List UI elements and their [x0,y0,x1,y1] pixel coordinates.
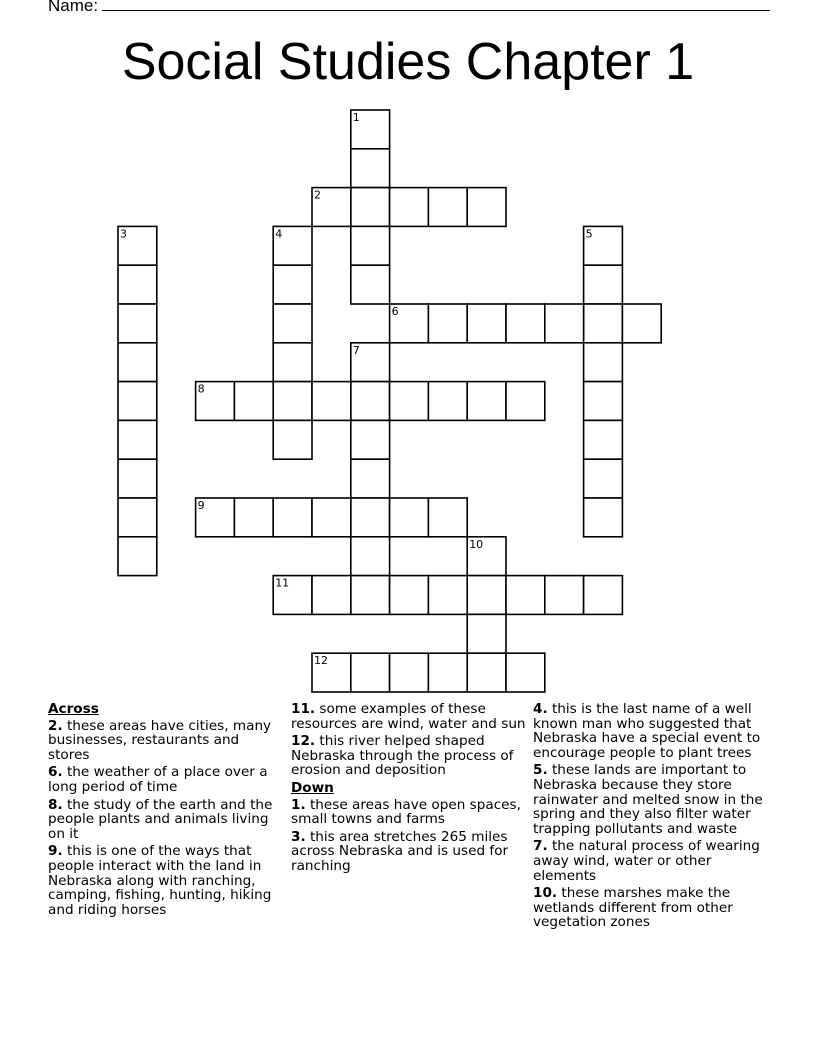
clue-down-5: 5. these lands are important to Nebraska because they store rainwater and melted snow in the spring and they also filter water trapping pollutants and waste [533,762,763,837]
grid-cell[interactable] [118,304,157,343]
clue-number: 3 [120,227,127,241]
grid-cell[interactable] [234,382,273,421]
clue-down-1: 1. these areas have open spaces, small towns and farms [291,796,521,828]
clue-number: 2 [314,188,321,202]
grid-cell[interactable] [467,576,506,615]
grid-cell[interactable] [506,576,545,615]
grid-cell[interactable] [467,382,506,421]
grid-cell[interactable] [506,304,545,343]
grid-cell[interactable] [428,188,467,227]
grid-cell[interactable] [312,382,351,421]
grid-cell[interactable] [428,653,467,692]
grid-cell[interactable] [351,459,390,498]
grid-cell[interactable] [467,653,506,692]
grid-cell[interactable] [584,420,623,459]
grid-cell[interactable] [351,576,390,615]
clue-down-3: 3. this area stretches 265 miles across Nebraska and is used for ranching [291,828,509,874]
grid-cell[interactable] [351,382,390,421]
grid-cell[interactable] [428,382,467,421]
grid-cell[interactable] [584,343,623,382]
clue-number: 4 [275,227,283,241]
grid-cell[interactable] [390,653,429,692]
grid-cell[interactable] [118,420,157,459]
grid-cell[interactable] [273,420,312,459]
grid-cell[interactable] [584,382,623,421]
clue-number: 12 [314,654,328,668]
grid-cell[interactable] [584,459,623,498]
grid-cell[interactable] [428,304,467,343]
grid-cell[interactable] [584,498,623,537]
clue-number: 8 [197,382,205,396]
clue-number: 5 [585,227,593,241]
clue-number: 11 [275,576,290,590]
grid-cell[interactable] [118,265,157,304]
grid-cell[interactable] [351,188,390,227]
grid-cell[interactable] [506,382,545,421]
grid-cell[interactable] [351,653,390,692]
grid-cell[interactable] [351,498,390,537]
grid-cell[interactable] [273,382,312,421]
grid-cell[interactable] [545,304,584,343]
grid-cell[interactable] [351,226,390,265]
clues-column-1 [48,702,284,920]
clue-number: 7 [352,343,360,357]
grid-cell[interactable] [506,653,545,692]
grid-cell[interactable] [118,459,157,498]
grid-cell[interactable] [545,576,584,615]
grid-cell[interactable] [428,498,467,537]
grid-cell[interactable] [273,265,312,304]
across-heading: Across [48,701,99,717]
grid-cell[interactable] [467,614,506,653]
clue-down-4: 4. this is the last name of a well known man who suggested that Nebraska have a special event to encourage people to plant trees [533,701,761,761]
clue-across-6: 6. the weather of a place over a long period of time [48,764,268,795]
clue-number: 9 [197,499,205,512]
clue-across-9: 9. this is one of the ways that people interact with the land in Nebraska along with ranching, camping, fishing, hunting, hiking and riding horses [48,843,272,918]
grid-cell[interactable] [234,498,273,537]
down-heading: Down [291,779,334,796]
grid-cell[interactable] [312,498,351,537]
clues-column-3 [533,702,765,933]
grid-cell[interactable] [351,265,390,304]
grid-cell[interactable] [622,304,661,343]
grid-cell[interactable] [118,498,157,537]
clue-across-11: 11. some examples of these resources are wind, water and sun [291,701,526,732]
grid-cell[interactable] [428,576,467,615]
clues-column-2 [291,702,527,877]
clue-down-7: 7. the natural process of wearing away wind, water or other elements [533,838,760,884]
grid-cell[interactable] [118,343,157,382]
clue-down-10: 10. these marshes make the wetlands different from other vegetation zones [533,885,733,931]
grid-cell[interactable] [118,537,157,576]
grid-cell[interactable] [351,420,390,459]
clue-across-12: 12. this river helped shaped Nebraska through the process of erosion and deposition [291,733,514,779]
grid-cell[interactable] [390,498,429,537]
clue-number: 6 [391,305,399,318]
name-label: Name: [48,0,99,15]
grid-cell[interactable] [312,576,351,615]
grid-cell[interactable] [467,304,506,343]
grid-cell[interactable] [351,537,390,576]
grid-cell[interactable] [390,382,429,421]
grid-cell[interactable] [273,343,312,382]
clue-across-2: 2. these areas have cities, many businesses, restaurants and stores [48,717,272,763]
clue-number: 1 [352,111,360,124]
grid-cell[interactable] [390,188,429,227]
clue-number: 10 [469,537,484,551]
page-title: Social Studies Chapter 1 [121,33,695,91]
grid-cell[interactable] [467,188,506,227]
clue-across-8: 8. the study of the earth and the people plants and animals living on it [48,796,273,842]
grid-cell[interactable] [584,304,623,343]
grid-cell[interactable] [390,576,429,615]
grid-cell[interactable] [273,498,312,537]
grid-cell[interactable] [351,149,390,188]
grid-cell[interactable] [118,382,157,421]
grid-cell[interactable] [584,576,623,615]
grid-cell[interactable] [273,304,312,343]
grid-cell[interactable] [584,265,623,304]
